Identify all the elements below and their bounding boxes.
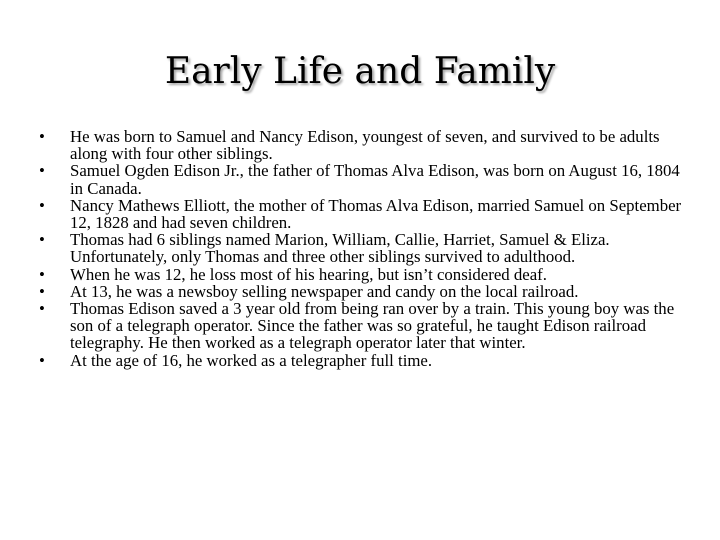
bullet-item <box>36 300 686 352</box>
bullet-text: Nancy Mathews Elliott, the mother of Thomas Alva Edison, married Samuel on September 12, 1828 and had seven children. <box>70 195 682 233</box>
bullet-item <box>36 162 686 196</box>
bullet-icon: • <box>39 230 45 250</box>
bullet-icon: • <box>39 281 45 301</box>
bullet-text: He was born to Samuel and Nancy Edison, youngest of seven, and survived to be adults along with four other siblings. <box>70 127 660 164</box>
bullet-icon: • <box>39 127 45 146</box>
bullet-item <box>36 197 686 231</box>
bullet-item <box>36 352 686 369</box>
slide-title: Early Life and Family <box>164 51 556 92</box>
bullet-text: At the age of 16, he worked as a telegrapher full time. <box>70 350 433 370</box>
bullet-icon: • <box>39 195 45 215</box>
bullet-icon: • <box>39 350 45 370</box>
bullet-icon: • <box>39 264 45 284</box>
bullet-text: Samuel Ogden Edison Jr., the father of Thomas Alva Edison, was born on August 16, 1804 in Canada. <box>70 161 680 198</box>
bullet-icon: • <box>39 299 45 319</box>
bullet-item <box>36 231 686 265</box>
bullet-item <box>36 128 686 162</box>
bullet-text: At 13, he was a newsboy selling newspaper and candy on the local railroad. <box>70 281 579 301</box>
bullet-list <box>36 128 686 369</box>
bullet-item <box>36 283 686 300</box>
bullet-text: Thomas Edison saved a 3 year old from being ran over by a train. This young boy was the son of a telegraph operator. Since the father was so grateful, he taught Edison railroad telegraphy. He then worked as a telegraph operator later that winter. <box>70 299 675 353</box>
bullet-text: When he was 12, he loss most of his hearing, but isn’t considered deaf. <box>70 264 547 284</box>
bullet-item <box>36 266 686 283</box>
bullet-icon: • <box>39 161 45 181</box>
bullet-text: Thomas had 6 siblings named Marion, William, Callie, Harriet, Samuel & Eliza. Unfortunately, only Thomas and three other siblings survived to adulthood. <box>70 230 610 267</box>
